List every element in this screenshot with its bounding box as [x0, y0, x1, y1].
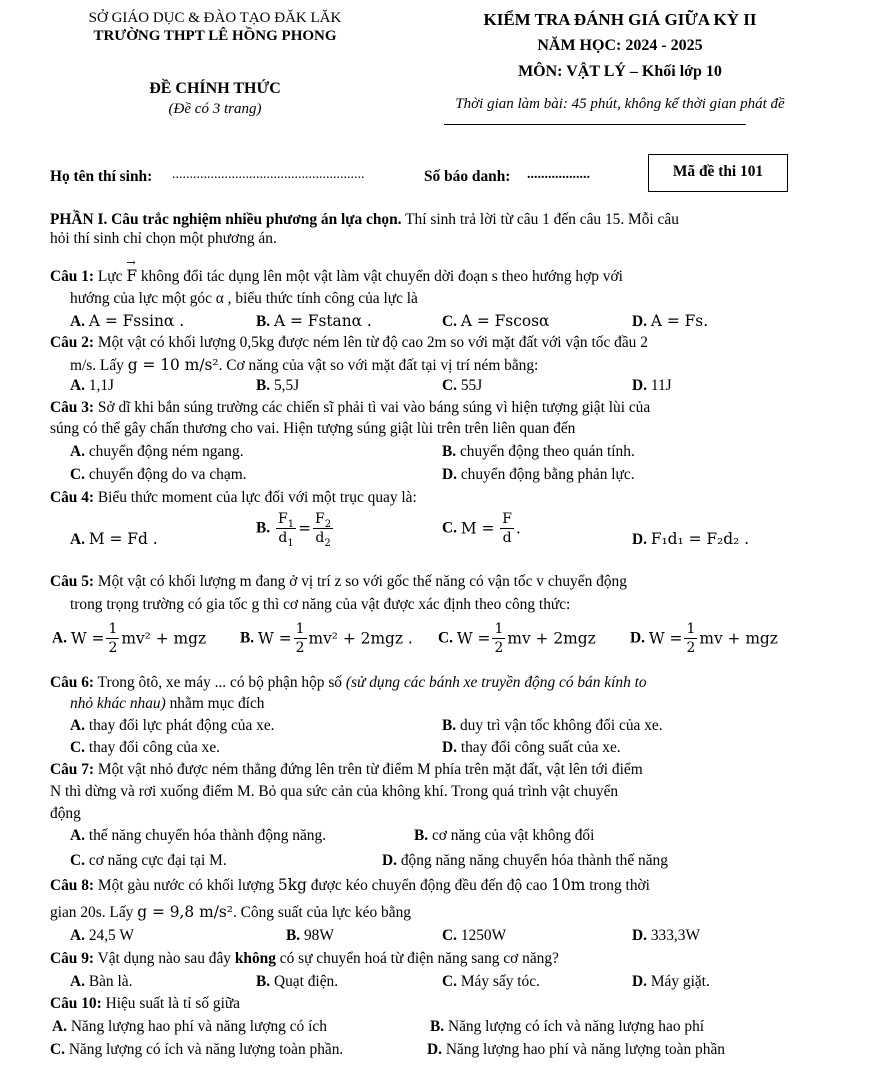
q7-stem-line1: Câu 7: Một vật nhỏ được ném thẳng đứng lên trên từ điểm M phía trên mặt đất, vật lên tới điểm	[50, 761, 643, 778]
q2-option-d[interactable]: D. 11J	[632, 377, 672, 394]
part1-title: PHẦN I. Câu trắc nghiệm nhiều phương án lựa chọn.	[50, 211, 402, 228]
q8-option-c[interactable]: C. 1250W	[442, 927, 507, 944]
q10-option-c[interactable]: C. Năng lượng có ích và năng lượng toàn phần.	[50, 1041, 344, 1058]
q1-option-d[interactable]: D. A = Fs.	[632, 312, 709, 330]
q9-option-d[interactable]: D. Máy giặt.	[632, 973, 710, 990]
q2-option-b[interactable]: B. 5,5J	[256, 377, 300, 394]
q10-option-d[interactable]: D. Năng lượng hao phí và năng lượng toàn phần	[427, 1041, 725, 1058]
q5-option-d[interactable]: D. W = $\frac{1}{2}$ mv + mgz	[630, 621, 778, 656]
department-name: SỞ GIÁO DỤC & ĐÀO TẠO ĐĂK LĂK	[88, 10, 342, 26]
q1-option-a[interactable]: A. A = Fssinα .	[70, 312, 185, 330]
q6-stem-line1: Câu 6: Trong ôtô, xe máy ... có bộ phận hộp số (sử dụng các bánh xe truyền động có bán kính to	[50, 674, 647, 691]
q9-option-b[interactable]: B. Quạt điện.	[256, 973, 339, 990]
school-name: TRƯỜNG THPT LÊ HỒNG PHONG	[93, 28, 337, 44]
part1-heading	[50, 211, 679, 229]
q5-stem-line1: Câu 5: Một vật có khối lượng m đang ở vị trí z so với gốc thế năng có vận tốc v chuyển động	[50, 573, 627, 590]
q8-stem-line2: gian 20s. Lấy g = 9,8 m/s². Công suất của lực kéo bằng	[50, 903, 411, 921]
q8-option-d[interactable]: D. 333,3W	[632, 927, 700, 944]
q1-text-cont: không đổi tác dụng lên một vật làm vật chuyển dời đoạn s theo hướng hợp với	[137, 268, 623, 285]
q4-option-c[interactable]: C. M = $\frac{F}{d}$ .	[442, 511, 521, 546]
student-id-blank: ..................	[527, 167, 590, 182]
q3-option-c[interactable]: C. chuyển động do va chạm.	[70, 466, 247, 483]
student-name-label: Họ tên thí sinh:	[50, 168, 153, 185]
q1-option-b[interactable]: B. A = Fstanα .	[256, 312, 372, 330]
q4-option-a[interactable]: A. M = Fd .	[70, 530, 158, 548]
q7-stem-line2: N thì dừng và rơi xuống điểm M. Bỏ qua sức cản của không khí. Trong quá trình vật chuyển	[50, 783, 619, 800]
q4-b-fraction-2: $\frac{F_2}{d_2}$	[314, 511, 332, 549]
q2-stem-line2: m/s. Lấy g = 10 m/s². Cơ năng của vật so với mặt đất tại vị trí ném bằng:	[70, 356, 539, 374]
official-label: ĐỀ CHÍNH THỨC	[149, 80, 281, 97]
q7-option-c[interactable]: C. cơ năng cực đại tại M.	[70, 852, 227, 869]
q8-option-a[interactable]: A. 24,5 W	[70, 927, 134, 944]
subject: MÔN: VẬT LÝ – Khối lớp 10	[518, 63, 722, 80]
q6-option-a[interactable]: A. thay đổi lực phát động của xe.	[70, 717, 275, 734]
q6-option-c[interactable]: C. thay đổi công của xe.	[70, 739, 221, 756]
q4-c-fraction: $\frac{F}{d}$	[502, 511, 512, 546]
q10-stem: Câu 10: Hiệu suất là tỉ số giữa	[50, 995, 241, 1012]
q5-option-b[interactable]: B. W = $\frac{1}{2}$ mv² + 2mgz .	[240, 621, 413, 656]
student-name-blank: .......................................................	[172, 167, 365, 182]
exam-duration: Thời gian làm bài: 45 phút, không kể thời gian phát đề	[455, 96, 785, 112]
q8-option-b[interactable]: B. 98W	[286, 927, 334, 944]
q4-stem: Câu 4: Biểu thức moment của lực đối với một trục quay là:	[50, 489, 417, 506]
q5-option-a[interactable]: A. W = $\frac{1}{2}$ mv² + mgz	[52, 621, 207, 656]
vector-arrow-icon: →	[126, 256, 136, 269]
q7-option-b[interactable]: B. cơ năng của vật không đổi	[414, 827, 595, 844]
exam-code-box	[648, 154, 788, 192]
q9-stem: Câu 9: Vật dụng nào sau đây không có sự chuyển hoá từ điện năng sang cơ năng?	[50, 950, 559, 967]
q5-stem-line2: trong trọng trường có gia tốc g thì cơ năng của vật được xác định theo công thức:	[70, 596, 571, 613]
q1-vector-f: → F	[126, 256, 138, 285]
q2-option-c[interactable]: C. 55J	[442, 377, 483, 394]
exam-title: KIỂM TRA ĐÁNH GIÁ GIỮA KỲ II	[483, 10, 757, 29]
q5-option-c[interactable]: C. W = $\frac{1}{2}$ mv + 2mgz	[438, 621, 596, 656]
part1-instruction-2: hỏi thí sinh chỉ chọn một phương án.	[50, 230, 277, 247]
q2-option-a[interactable]: A. 1,1J	[70, 377, 115, 394]
q3-option-b[interactable]: B. chuyển động theo quán tính.	[442, 443, 635, 460]
q1-stem-line1	[50, 256, 623, 286]
q4-option-b[interactable]: B. $\frac{F_1}{d_1}$ = $\frac{F_2}{d_2}$	[256, 511, 332, 549]
q6-option-b[interactable]: B. duy trì vận tốc không đổi của xe.	[442, 717, 663, 734]
q3-stem-line2: súng có thể gây chấn thương cho vai. Hiện tượng súng giật lùi trên trên liên quan đến	[50, 420, 576, 437]
q6-stem-line2: nhỏ khác nhau) nhằm mục đích	[70, 695, 265, 712]
school-year: NĂM HỌC: 2024 - 2025	[537, 37, 703, 54]
q1-label: Câu 1:	[50, 268, 95, 285]
q7-option-a[interactable]: A. thế năng chuyển hóa thành động năng.	[70, 827, 327, 844]
q9-option-a[interactable]: A. Bàn là.	[70, 973, 133, 990]
q4-b-fraction-1: $\frac{F_1}{d_1}$	[277, 511, 295, 549]
page-count: (Đề có 3 trang)	[168, 101, 262, 117]
q3-option-a[interactable]: A. chuyển động ném ngang.	[70, 443, 244, 460]
exam-code: Mã đề thi 101	[672, 163, 764, 180]
q3-stem-line1: Câu 3: Sở dĩ khi bắn súng trường các chiến sĩ phải tì vai vào báng súng vì hiện tượng giật lùi của	[50, 399, 651, 416]
q7-stem-line3: động	[50, 805, 81, 822]
q8-stem-line1: Câu 8: Một gàu nước có khối lượng 5kg được kéo chuyển động đều đến độ cao 10m trong thời	[50, 876, 650, 894]
q10-option-b[interactable]: B. Năng lượng có ích và năng lượng hao phí	[430, 1018, 705, 1035]
q9-option-c[interactable]: C. Máy sấy tóc.	[442, 973, 540, 990]
q10-option-a[interactable]: A. Năng lượng hao phí và năng lượng có ích	[52, 1018, 327, 1035]
q1-stem-line2: hướng của lực một góc α , biểu thức tính công của lực là	[70, 290, 418, 307]
q7-option-d[interactable]: D. động năng năng chuyển hóa thành thế năng	[382, 852, 668, 869]
q2-stem-line1: Câu 2: Một vật có khối lượng 0,5kg được ném lên từ độ cao 2m so với mặt đất với vận tốc đầu 2	[50, 334, 648, 351]
part1-instruction: Thí sinh trả lời từ câu 1 đến câu 15. Mỗi câu	[401, 211, 679, 228]
q6-option-d[interactable]: D. thay đổi công suất của xe.	[442, 739, 621, 756]
student-id-label: Số báo danh:	[424, 168, 511, 185]
q3-option-d[interactable]: D. chuyển động bằng phản lực.	[442, 466, 635, 483]
header-divider	[444, 124, 746, 125]
q4-option-d[interactable]: D. F₁d₁ = F₂d₂ .	[632, 530, 750, 548]
q1-option-c[interactable]: C. A = Fscosα	[442, 312, 550, 330]
q1-text: Lực	[94, 268, 127, 285]
